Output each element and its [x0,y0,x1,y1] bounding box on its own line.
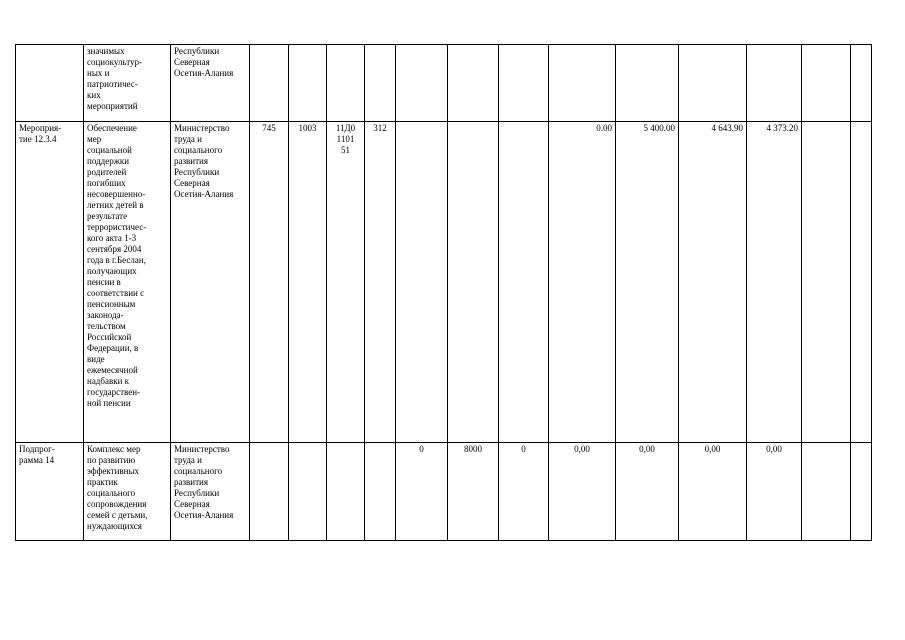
status-cell: Мероприя- тие 12.3.4 [16,122,84,443]
executor-cell: Министерство труда и социального развития Республики Северная Осетия-Алания [171,443,250,541]
value-cell [499,122,549,443]
table-row [16,122,872,443]
executor-cell: Республики Северная Осетия-Алания [171,45,250,122]
value-cell [851,122,872,443]
table-row [16,45,872,122]
executor-cell: Министерство труда и социального развития Республики Северная Осетия-Алания [171,122,250,443]
value-cell: 4 643.90 [679,122,747,443]
value-cell: 5 400.00 [616,122,679,443]
value-cell [396,122,448,443]
value-cell: 8000 [448,443,499,541]
value-cell [679,45,747,122]
value-cell [448,45,499,122]
value-cell [802,45,851,122]
value-cell: 0,00 [549,443,616,541]
value-cell: 0 [396,443,448,541]
csr-cell: 11Д0 1101 51 [327,122,365,443]
name-cell: Обеспечение мер социальной поддержки родителей погибших несовершенно- летних детей в результате террористичес- кого акта 1-3 сентября 2004 года в г.Беслан, получающих пенсии в соответствии с пенсионным законода- тельством Российской Федерации, в виде ежемесячной надбавки к государствен- ной пенсии [84,122,171,443]
grbs-cell [250,45,289,122]
budget-table [15,44,872,541]
value-cell [499,45,549,122]
value-cell [851,45,872,122]
value-cell [448,122,499,443]
rzpr-cell: 1003 [289,122,327,443]
status-cell: Подпрог- рамма 14 [16,443,84,541]
value-cell: 0.00 [549,122,616,443]
name-cell: Комплекс мер по развитию эффективных практик социального сопровождения семей с детьми, нуждающихся [84,443,171,541]
csr-cell [327,45,365,122]
name-cell: значимых социокультур- ных и патриотичес- ких мероприятий [84,45,171,122]
value-cell: 0,00 [679,443,747,541]
table-row [16,443,872,541]
vr-cell [365,45,396,122]
value-cell [549,45,616,122]
csr-cell [327,443,365,541]
value-cell: 0,00 [747,443,802,541]
status-cell [16,45,84,122]
grbs-cell [250,443,289,541]
vr-cell: 312 [365,122,396,443]
value-cell: 0,00 [616,443,679,541]
value-cell [616,45,679,122]
value-cell [802,443,851,541]
value-cell: 0 [499,443,549,541]
value-cell [396,45,448,122]
grbs-cell: 745 [250,122,289,443]
value-cell [747,45,802,122]
value-cell [802,122,851,443]
vr-cell [365,443,396,541]
value-cell: 4 373.20 [747,122,802,443]
rzpr-cell [289,45,327,122]
rzpr-cell [289,443,327,541]
value-cell [851,443,872,541]
